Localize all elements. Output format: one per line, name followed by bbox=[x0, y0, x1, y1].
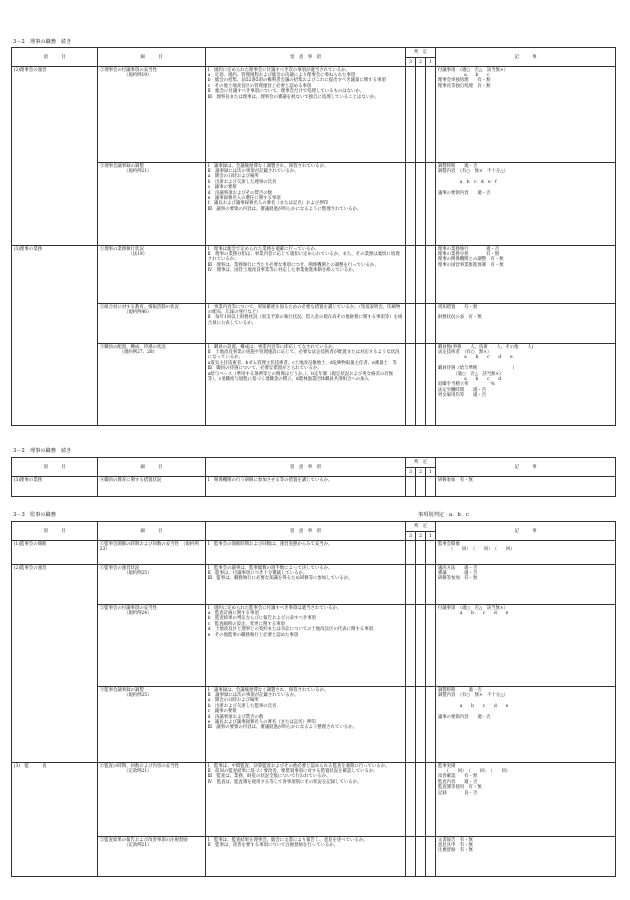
judge-2-cell[interactable] bbox=[416, 605, 426, 687]
header-item: 項 目 bbox=[12, 48, 98, 67]
item-cell: (1)監事会の開催 bbox=[12, 541, 98, 565]
header-item: 項 目 bbox=[12, 458, 98, 477]
note-line: （ 回） （ 回） （ 回） bbox=[437, 547, 515, 552]
point-line: Ⅱ 議事録には次の事項が記載されているか。 bbox=[207, 693, 299, 698]
point-line: Ⅰ 監事会の開催時期および回数は、運営実態からみて妥当か。 bbox=[207, 541, 333, 547]
header-notes: 記 事 bbox=[436, 458, 616, 477]
note-line: 退職手当積立率 % bbox=[437, 382, 495, 388]
header-judge-1: 1 bbox=[426, 468, 436, 477]
note-line: 付議事項 （適○ 否△ 該当無×） bbox=[437, 605, 508, 611]
judge-3-cell[interactable] bbox=[406, 763, 416, 837]
judge-3-cell[interactable] bbox=[406, 687, 416, 763]
point-line: e 議事録署名人の選任に関する事項 bbox=[207, 196, 281, 202]
detail-cell: ③理事会議事録の調製 （規約例21） bbox=[98, 163, 206, 246]
point-line: Ⅰ 規約に定められた理事会に付議すべき次の事項が適当されているか。 bbox=[207, 67, 350, 73]
point-line: Ⅲ 議事の要領の内容は、審議経過が明らかになるよう整理されているか。 bbox=[207, 725, 357, 731]
point-line: a給与ベース（準用する条例等との関係はどうか。）、b定年制（規定状況および男女格差の有無等）、c退職給与規程に基づく退職金の積立、d農林漁業団体職員共済組合への加入 bbox=[207, 371, 394, 383]
detail-cell: ②監事会の付議事項の妥当性 （規約例24） bbox=[98, 605, 206, 687]
judge-1-cell[interactable] bbox=[426, 763, 436, 837]
judge-3-cell[interactable] bbox=[406, 605, 416, 687]
table-row bbox=[12, 837, 616, 877]
point-line: c 議事の要領 bbox=[207, 185, 237, 191]
judge-3-cell[interactable] bbox=[406, 163, 416, 246]
table-row bbox=[12, 246, 616, 304]
note-line: 職員待遇（給与準拠 ） bbox=[437, 366, 517, 372]
header-item: 項 目 bbox=[12, 522, 98, 541]
judge-2-cell[interactable] bbox=[416, 163, 426, 246]
judge-2-cell[interactable] bbox=[416, 763, 426, 837]
point-line: a 開会の日時および場所 bbox=[207, 174, 259, 180]
header-judge-1: 1 bbox=[426, 58, 436, 67]
detail-cell: ③職員の配置、構成、待遇の状況 （規約例27、28） bbox=[98, 344, 206, 426]
note-line: 男女雇用均等 適・否 bbox=[437, 393, 487, 399]
point-line: b 総会の招集、法52条5項の権利者会議の招集およびこれに提出すべき議案に関する事項 bbox=[207, 78, 386, 84]
judge-2-cell[interactable] bbox=[416, 344, 426, 426]
item-cell: (2)理事会の運営 bbox=[12, 67, 98, 246]
point-line: Ⅰ 職員の設置、構成は、事業内容等に即応してなされているか。 bbox=[207, 344, 337, 350]
point-line: Ⅰ 監事は、監査結果を理事会、総会に文書により報告し、意見を述べているか。 bbox=[207, 837, 368, 843]
table-row bbox=[12, 163, 616, 246]
point-line: d 決議事項およびその賛否の数 bbox=[207, 190, 273, 196]
header-judge-2: 2 bbox=[416, 58, 426, 67]
point-line: b 出席および欠席した監事の氏名 bbox=[207, 703, 277, 709]
judge-1-cell[interactable] bbox=[426, 837, 436, 877]
item-cell: (3) 監 査 bbox=[12, 763, 98, 877]
point-line: a 定款、規約、管理規程および総会の決議により理事会に委ねられた事項 bbox=[207, 73, 356, 78]
note-line: 付議事項 （適○ 否△ 該当無×） bbox=[437, 67, 508, 73]
note-line: 調製内容 （有○ 無× 不十分△） bbox=[437, 169, 508, 174]
point-line: Ⅱ 前回の監査結果に基づく要改善、要措置事項に対する措置状況を確認しているか。 bbox=[207, 769, 378, 774]
note-line: 議事の要領内容 適・否 bbox=[437, 190, 491, 196]
judge-3-cell[interactable] bbox=[406, 565, 416, 605]
detail-cell: ②組合員に対する教育、情報活動の状況 （規約例46） bbox=[98, 304, 206, 344]
section3-note: 事項別判定 a．b．c bbox=[418, 512, 469, 518]
note-line: a b c d e f bbox=[437, 179, 497, 185]
section2-table bbox=[11, 457, 616, 497]
point-line: Ⅱ 毎年1回以上財務状況（収支予算の執行状況、借入金の現在高その他財務に関する事項等）を組合員に公表しているか。 bbox=[207, 315, 403, 326]
note-line: a b c bbox=[437, 73, 490, 78]
note-line: a b c d e bbox=[437, 355, 513, 361]
header-judge: 判 定 bbox=[406, 522, 436, 532]
item-cell: (2)監事会の運営 bbox=[12, 565, 98, 763]
judge-1-cell[interactable] bbox=[426, 605, 436, 687]
notes-cell bbox=[436, 605, 616, 687]
note-line: 理事会単独処理 有・無 bbox=[437, 78, 491, 84]
header-judge-2: 2 bbox=[416, 468, 426, 477]
header-judge-2: 2 bbox=[416, 532, 426, 541]
note-line: 調製時期 適・否 bbox=[437, 687, 482, 693]
judge-2-cell[interactable] bbox=[416, 67, 426, 163]
note-line: 調製内容 （有○ 無× 不十分△） bbox=[437, 693, 508, 698]
header-judge-3: 3 bbox=[406, 468, 416, 477]
points-cell bbox=[206, 687, 406, 763]
note-line: 周知措置 有・無 bbox=[437, 304, 478, 310]
point-line: Ⅰ 規約に定められた監事会に付議すべき事項は適当されているか。 bbox=[207, 605, 342, 611]
header-judge-3: 3 bbox=[406, 532, 416, 541]
note-line: 監査内容 適・否 bbox=[437, 779, 478, 785]
note-line: 監事実績 bbox=[437, 763, 456, 769]
point-line: f 議長および議事録署名人の署名（または記名）および押印 bbox=[207, 201, 328, 207]
judge-1-cell[interactable] bbox=[426, 687, 436, 763]
detail-cell: ③監事会議事録の調製 （規約例25） bbox=[98, 687, 206, 763]
point-line: Ⅳ 監査は、監査簿を使用する等して各事項別にその状況を記録しているか。 bbox=[207, 779, 362, 785]
point-line: d 決議事項および賛否の数 bbox=[207, 714, 264, 720]
note-line: a b c d e bbox=[437, 611, 509, 616]
point-line: Ⅲ 理事は、業務執行に当たり必要な事項につき、関係機関との調整を行っているか。 bbox=[207, 262, 379, 268]
table-row bbox=[12, 687, 616, 763]
judge-2-cell[interactable] bbox=[416, 477, 426, 497]
point-line: Ⅰ 監事は、中間監査、決算監査およびその他必要と認められる監査を適期に行っているか。 bbox=[207, 763, 390, 769]
section3-title: 3－3 監事の職務 bbox=[13, 512, 56, 518]
judge-2-cell[interactable] bbox=[416, 565, 426, 605]
detail-cell: ②理事会の付議事項の妥当性 （規約例19） bbox=[98, 67, 206, 163]
point-line: Ⅰ 関係機関の行う研修に参加させる等の措置を講じているか。 bbox=[207, 477, 333, 483]
header-points: 留 意 事 項 bbox=[206, 522, 406, 541]
header-judge-3: 3 bbox=[406, 58, 416, 67]
notes-cell bbox=[436, 565, 616, 605]
note-line: 審議 適・否 bbox=[437, 571, 478, 576]
item-cell: (3)理事の業務 bbox=[12, 477, 98, 497]
note-line: 意見具申 有・無 bbox=[437, 843, 473, 848]
judge-3-cell[interactable] bbox=[406, 67, 416, 163]
item-cell: (3)理事の業務 bbox=[12, 246, 98, 426]
judge-1-cell[interactable] bbox=[426, 477, 436, 497]
note-line: 記録 良・否 bbox=[437, 790, 478, 796]
note-line: a b c d bbox=[437, 377, 502, 383]
detail-cell: ①理事の業務執行状況 （法19） bbox=[98, 246, 206, 304]
header-notes: 記 事 bbox=[436, 48, 616, 67]
note-line: 改善確認 有・無 bbox=[437, 774, 478, 780]
note-line: 職員数(事務 人、技術 人、その他 人) bbox=[437, 344, 534, 350]
points-cell bbox=[206, 304, 406, 344]
note-line: 理事の業務執行 適・否 bbox=[437, 246, 500, 252]
note-line: （適○ 否△ 該当無×） bbox=[437, 371, 504, 377]
judge-3-cell[interactable] bbox=[406, 344, 416, 426]
note-line: 議事の要領内容 適・否 bbox=[437, 714, 491, 720]
point-line: e その他監事の職務執行上必要と認めた事項 bbox=[207, 632, 299, 638]
point-line: Ⅰ 議事録は、会議後遅滞なく調製され、保管されているか。 bbox=[207, 163, 329, 169]
judge-1-cell[interactable] bbox=[426, 541, 436, 565]
judge-3-cell[interactable] bbox=[406, 304, 416, 344]
point-line: Ⅲ 監事は、職務執行に必要な知識を得るため研修等に参加しているか。 bbox=[207, 576, 353, 582]
note-line: 理事長等独自処理 有・無 bbox=[437, 83, 491, 89]
judge-1-cell[interactable] bbox=[426, 304, 436, 344]
notes-cell bbox=[436, 344, 616, 426]
point-line: a 開会の日時および場所 bbox=[207, 698, 259, 704]
notes-cell bbox=[436, 246, 616, 304]
notes-cell bbox=[436, 163, 616, 246]
note-line: a b c d e bbox=[437, 703, 509, 709]
note-line: 理事の関係機関との調整 有・無 bbox=[437, 257, 504, 263]
point-line: Ⅲ 監査は、業務、財産の状況全般について行われているか。 bbox=[207, 774, 331, 780]
point-line: Ⅲ 理事長または理事は、理事会の審議を経ないで独自に処理していることはないか。 bbox=[207, 94, 379, 100]
points-cell bbox=[206, 163, 406, 246]
note-line: 議決方法 適・否 bbox=[437, 565, 478, 571]
judge-2-cell[interactable] bbox=[416, 541, 426, 565]
points-cell bbox=[206, 344, 406, 426]
point-line: a電気主任技術者、bダム管理主任技術者、c土地改良換地士、d危険物取扱主任者、e測量士 等 bbox=[207, 360, 397, 366]
point-line: Ⅲ 職員の待遇について、必要な措置がとられているか。 bbox=[207, 366, 322, 372]
note-line: 文書報告 有・無 bbox=[437, 837, 473, 843]
header-notes: 記 事 bbox=[436, 522, 616, 541]
point-line: Ⅰ 監事会の議事は、監事総数の過半数によって決しているか。 bbox=[207, 565, 333, 571]
header-detail: 細 目 bbox=[98, 48, 206, 67]
points-cell bbox=[206, 477, 406, 497]
notes-cell bbox=[436, 687, 616, 763]
point-line: Ⅰ 議事録は、会議後遅滞なく調製され、保管されているか。 bbox=[207, 687, 329, 693]
point-line: Ⅱ 理事の業務分担は、事業内容に応じて適切に定められているか。また、その業務は適切に処理されているか。 bbox=[207, 252, 400, 263]
header-points: 留 意 事 項 bbox=[206, 458, 406, 477]
table-row bbox=[12, 565, 616, 605]
point-line: c 監査細則の設定、変更に関する事項 bbox=[207, 621, 285, 627]
points-cell bbox=[206, 541, 406, 565]
header-points: 留 意 事 項 bbox=[206, 48, 406, 67]
detail-cell: ①監査の時期、回数および内容の妥当性 （定款例21） bbox=[98, 763, 206, 837]
judge-2-cell[interactable] bbox=[416, 687, 426, 763]
point-line: d 土地改良区と理事との契約または争訟についての土地改良区の代表に関する事項 bbox=[207, 627, 373, 633]
note-line: 研修参加 有・無 bbox=[437, 477, 473, 483]
point-line: Ⅰ 事業内容等について、周知徹底を図るための必要な措置を講じているか。（集落説明会、印刷物の配布、広報の発行など） bbox=[207, 304, 401, 315]
detail-cell: ①監事会開催の時期および回数の妥当性 （規約例23） bbox=[98, 541, 206, 565]
note-line: 理事の国営事業推進体制 有・無 bbox=[437, 262, 504, 268]
points-cell bbox=[206, 605, 406, 687]
table-row bbox=[12, 541, 616, 565]
point-line: a 監査計画に関する事項 bbox=[207, 611, 259, 616]
header-detail: 細 目 bbox=[98, 458, 206, 477]
notes-cell bbox=[436, 477, 616, 497]
note-line: 調製時期 適・否 bbox=[437, 163, 478, 169]
point-line: Ⅱ 土地改良事業の実施や管理施設に応じて、必要な法定技術者が配置または対応するような状況になっているか。 bbox=[207, 350, 400, 361]
point-line: Ⅲ 議事の要領の内容は、審議経過が明らかになるように整理されているか。 bbox=[207, 206, 362, 212]
judge-3-cell[interactable] bbox=[406, 246, 416, 304]
judge-1-cell[interactable] bbox=[426, 67, 436, 163]
judge-3-cell[interactable] bbox=[406, 837, 416, 877]
point-line: e 議長および議事録署名人の署名（または記名）押印 bbox=[207, 720, 316, 726]
note-line: 注視督励 有・無 bbox=[437, 848, 473, 854]
judge-2-cell[interactable] bbox=[416, 246, 426, 304]
points-cell bbox=[206, 837, 406, 877]
point-line: Ⅱ 総会に付議すべき事項について、理事会だけで処理しているものはないか。 bbox=[207, 89, 365, 95]
section1-table bbox=[11, 47, 616, 426]
section2-title: 3－2 理事の職務 続き bbox=[13, 448, 72, 454]
table-row bbox=[12, 344, 616, 426]
judge-3-cell[interactable] bbox=[406, 477, 416, 497]
note-line: 監査簿等使用 有・無 bbox=[437, 785, 482, 791]
notes-cell bbox=[436, 837, 616, 877]
judge-3-cell[interactable] bbox=[406, 541, 416, 565]
point-line: c 議事の要領 bbox=[207, 709, 237, 715]
detail-cell: ①監事会の運営状況 （規約例25） bbox=[98, 565, 206, 605]
header-detail: 細 目 bbox=[98, 522, 206, 541]
table-row bbox=[12, 605, 616, 687]
note-line: （ 回） （ 回） （ 回） bbox=[437, 769, 511, 774]
detail-cell: ②監査結果の報告および改善事項の注視督励 （定款例21） bbox=[98, 837, 206, 877]
judge-2-cell[interactable] bbox=[416, 837, 426, 877]
note-line: 研修等参加 有・無 bbox=[437, 576, 478, 582]
judge-1-cell[interactable] bbox=[426, 163, 436, 246]
notes-cell bbox=[436, 763, 616, 837]
point-line: b 出席および欠席した理事の氏名 bbox=[207, 179, 277, 185]
note-line: 法定技術者 （有○ 無×） bbox=[437, 350, 492, 355]
table-row bbox=[12, 67, 616, 163]
note-line: 法定労働時間 適・否 bbox=[437, 387, 487, 393]
point-line: Ⅱ 監事は、付議事項につき十分審議しているか。 bbox=[207, 571, 308, 576]
notes-cell bbox=[436, 541, 616, 565]
points-cell bbox=[206, 565, 406, 605]
section3-table bbox=[11, 521, 616, 877]
table-row bbox=[12, 477, 616, 497]
point-line: Ⅱ 議事録には次の事項が記載されているか。 bbox=[207, 169, 299, 174]
point-line: Ⅱ 監事は、改善を要する事項について注視督励を行っているか。 bbox=[207, 843, 339, 848]
points-cell bbox=[206, 246, 406, 304]
point-line: Ⅰ 理事は総会で定められた業務を適確に行っているか。 bbox=[207, 246, 320, 252]
header-judge: 判 定 bbox=[406, 458, 436, 468]
points-cell bbox=[206, 67, 406, 163]
points-cell bbox=[206, 763, 406, 837]
note-line: 理事の業務分担 有・無 bbox=[437, 252, 500, 257]
note-line: 財務状況公表 有・無 bbox=[437, 315, 482, 321]
notes-cell bbox=[436, 67, 616, 163]
judge-1-cell[interactable] bbox=[426, 344, 436, 426]
judge-1-cell[interactable] bbox=[426, 246, 436, 304]
point-line: Ⅳ 理事は、国営土地改良事業等に対応した事業推進体制を組んでいるか。 bbox=[207, 268, 358, 274]
point-line: c その他土地改良区の管理運営上必要と認める事項 bbox=[207, 83, 312, 89]
point-line: b 監査結果の判定ならびに報告および公表すべき事項 bbox=[207, 616, 316, 622]
header-judge-1: 1 bbox=[426, 532, 436, 541]
judge-2-cell[interactable] bbox=[416, 304, 426, 344]
section1-title: 3－2 理事の職務 続き bbox=[13, 39, 72, 45]
table-row bbox=[12, 304, 616, 344]
notes-cell bbox=[436, 304, 616, 344]
note-line: 監事会開催 bbox=[437, 541, 460, 547]
judge-1-cell[interactable] bbox=[426, 565, 436, 605]
header-judge: 判 定 bbox=[406, 48, 436, 58]
table-row bbox=[12, 763, 616, 837]
detail-cell: ④職員の教育に関する措置状況 bbox=[98, 477, 206, 497]
